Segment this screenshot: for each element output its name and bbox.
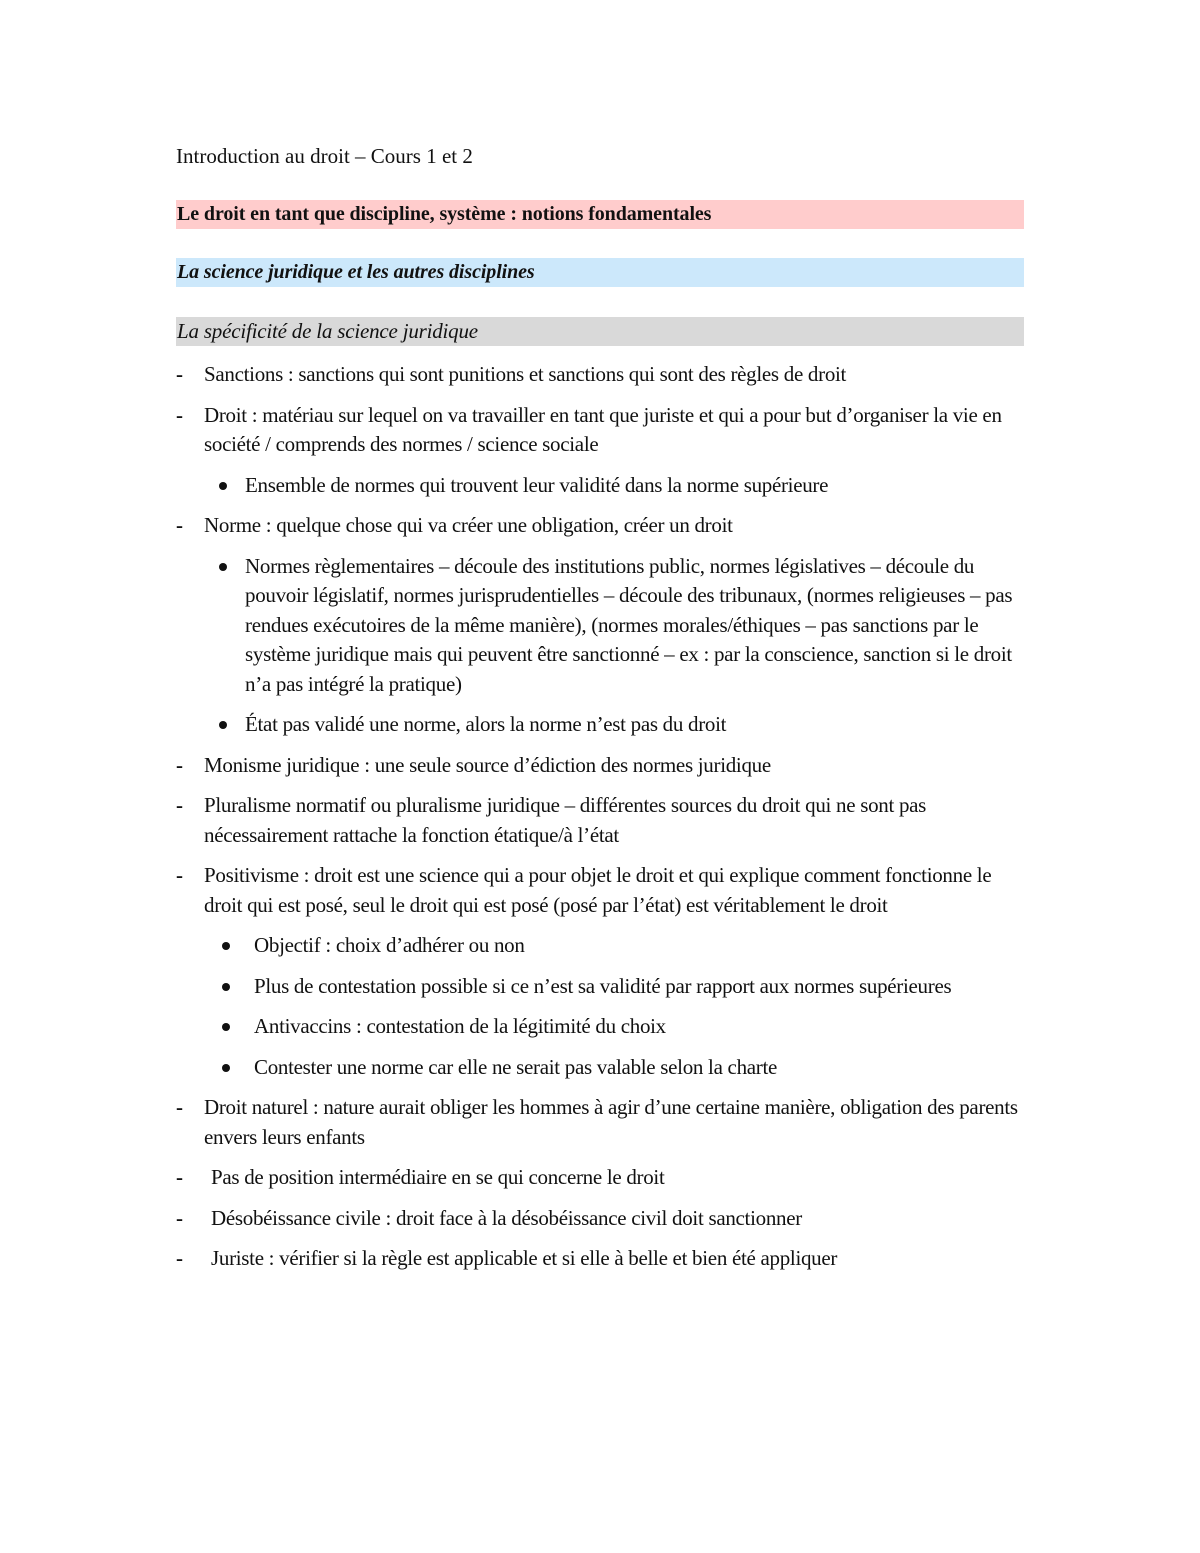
list-item-text: Norme : quelque chose qui va créer une obligation, créer un droit	[204, 513, 733, 537]
dash-marker: -	[176, 362, 183, 386]
document-title: Introduction au droit – Cours 1 et 2	[176, 144, 473, 168]
list-item-desobeissance	[176, 1204, 1024, 1234]
sub-item-contestation	[176, 972, 1024, 1002]
dash-marker: -	[176, 1205, 183, 1230]
heading-level-3: La spécificité de la science juridique	[176, 317, 1024, 346]
document-page	[176, 139, 1024, 1274]
bullet-icon	[219, 482, 227, 490]
dash-marker: -	[176, 1095, 183, 1119]
list-item-text: Contester une norme car elle ne serait pas valable selon la charte	[254, 1054, 778, 1079]
list-item-text: Ensemble de normes qui trouvent leur validité dans la norme supérieure	[245, 472, 829, 497]
list-item-text: Plus de contestation possible si ce n’est sa validité par rapport aux normes supérieures	[254, 973, 952, 998]
bullet-icon	[222, 1023, 230, 1031]
list-item-monisme	[176, 751, 1024, 781]
sub-item-objectif	[176, 931, 1024, 961]
list-item-positivisme	[176, 861, 1024, 920]
dash-marker: -	[176, 402, 183, 427]
list-item-text: Droit : matériau sur lequel on va travailler en tant que juriste et qui a pour but d’organiser la vie en société / comprends des normes / science sociale	[204, 402, 1002, 456]
list-item-juriste	[176, 1244, 1024, 1274]
sub-item-etat-norme	[176, 710, 1024, 740]
notes-list	[176, 360, 1024, 1274]
list-item-norme	[176, 511, 1024, 541]
dash-marker: -	[176, 513, 183, 537]
list-item-text: Désobéissance civile : droit face à la désobéissance civil doit sanctionner	[211, 1205, 802, 1230]
sub-item-types-normes	[176, 552, 1024, 700]
list-item-text: Monisme juridique : une seule source d’édiction des normes juridique	[204, 752, 771, 777]
bullet-icon	[219, 563, 227, 571]
dash-marker: -	[176, 1246, 183, 1270]
bullet-icon	[222, 942, 230, 950]
dash-marker: -	[176, 1165, 183, 1189]
list-item-text: Sanctions : sanctions qui sont punitions et sanctions qui sont des règles de droit	[204, 362, 847, 386]
sub-item-contester-norme	[176, 1053, 1024, 1083]
list-item-droit	[176, 401, 1024, 460]
list-item-text: Objectif : choix d’adhérer ou non	[254, 933, 525, 957]
list-item-sanctions	[176, 360, 1024, 390]
list-item-text: État pas validé une norme, alors la norme n’est pas du droit	[245, 712, 727, 736]
list-item-text: Normes règlementaires – découle des institutions public, normes législatives – découle du pouvoir législatif, normes jurisprudentielles – découle des tribunaux, (normes religieuses – pas rendues exécutoires de la même manière), (normes morales/éthiques – pas sanctions par le système juridique mais qui peuvent être sanctionné – ex : par la conscience, sanction si le droit n’a pas intégré la pratique)	[245, 553, 1013, 696]
list-item-text: Droit naturel : nature aurait obliger les hommes à agir d’une certaine manière, obligation des parents envers leurs enfants	[204, 1095, 1018, 1149]
bullet-icon	[222, 1064, 230, 1072]
list-item-text: Pas de position intermédiaire en se qui concerne le droit	[211, 1165, 665, 1189]
heading-level-1: Le droit en tant que discipline, système : notions fondamentales	[176, 200, 1024, 229]
list-item-position-intermediaire	[176, 1163, 1024, 1193]
dash-marker: -	[176, 863, 183, 887]
list-item-pluralisme	[176, 791, 1024, 850]
dash-marker: -	[176, 793, 183, 817]
bullet-icon	[219, 721, 227, 729]
sub-item-ensemble-normes	[176, 471, 1024, 501]
heading-level-2: La science juridique et les autres disciplines	[176, 258, 1024, 287]
list-item-text: Pluralisme normatif ou pluralisme juridique – différentes sources du droit qui ne sont pas nécessairement rattache la fonction étatique/à l’état	[204, 793, 927, 847]
list-item-text: Juriste : vérifier si la règle est applicable et si elle à belle et bien été appliquer	[211, 1246, 838, 1270]
sub-item-antivaccins	[176, 1012, 1024, 1042]
bullet-icon	[222, 983, 230, 991]
list-item-droit-naturel	[176, 1093, 1024, 1152]
dash-marker: -	[176, 752, 183, 777]
list-item-text: Positivisme : droit est une science qui a pour objet le droit et qui explique comment fonctionne le droit qui est posé, seul le droit qui est posé (posé par l’état) est véritablement le droit	[204, 863, 992, 917]
list-item-text: Antivaccins : contestation de la légitimité du choix	[254, 1014, 666, 1038]
